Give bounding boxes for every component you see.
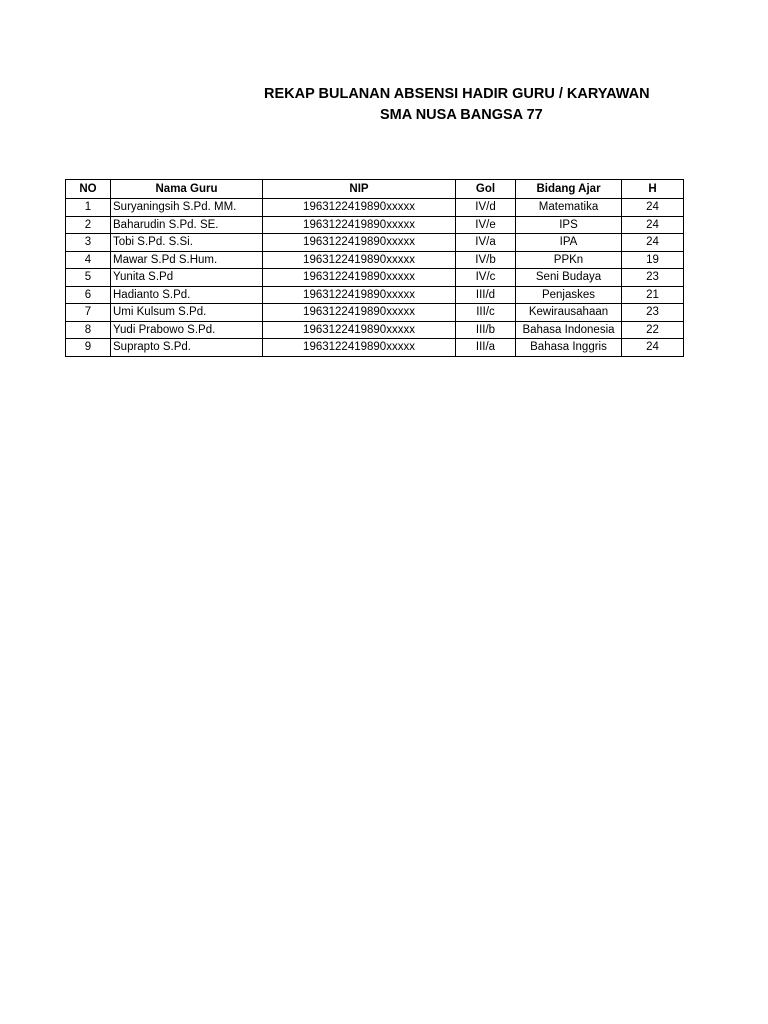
cell-no: 5 (66, 269, 111, 287)
cell-bidang: Seni Budaya (516, 269, 622, 287)
table-body (66, 199, 684, 357)
cell-nama: Tobi S.Pd. S.Si. (111, 234, 263, 252)
cell-nip: 1963122419890xxxxx (263, 304, 456, 322)
table-row (66, 269, 684, 287)
cell-h: 22 (622, 321, 684, 339)
header-gol: Gol (456, 180, 516, 199)
cell-nama: Yunita S.Pd (111, 269, 263, 287)
cell-bidang: IPS (516, 216, 622, 234)
cell-no: 8 (66, 321, 111, 339)
cell-h: 24 (622, 234, 684, 252)
cell-nama: Umi Kulsum S.Pd. (111, 304, 263, 322)
header-no: NO (66, 180, 111, 199)
cell-nama: Yudi Prabowo S.Pd. (111, 321, 263, 339)
cell-nama: Baharudin S.Pd. SE. (111, 216, 263, 234)
cell-nip: 1963122419890xxxxx (263, 269, 456, 287)
cell-h: 23 (622, 269, 684, 287)
cell-gol: III/d (456, 286, 516, 304)
cell-gol: III/b (456, 321, 516, 339)
cell-nama: Mawar S.Pd S.Hum. (111, 251, 263, 269)
table-row (66, 234, 684, 252)
cell-no: 6 (66, 286, 111, 304)
cell-gol: IV/c (456, 269, 516, 287)
cell-nip: 1963122419890xxxxx (263, 339, 456, 357)
cell-nip: 1963122419890xxxxx (263, 234, 456, 252)
cell-bidang: Matematika (516, 199, 622, 217)
table-row (66, 304, 684, 322)
cell-nip: 1963122419890xxxxx (263, 286, 456, 304)
cell-gol: IV/a (456, 234, 516, 252)
cell-h: 24 (622, 339, 684, 357)
cell-no: 2 (66, 216, 111, 234)
table-row (66, 321, 684, 339)
cell-nip: 1963122419890xxxxx (263, 199, 456, 217)
cell-nip: 1963122419890xxxxx (263, 251, 456, 269)
cell-nama: Suryaningsih S.Pd. MM. (111, 199, 263, 217)
table-header-row (66, 180, 684, 199)
cell-nip: 1963122419890xxxxx (263, 216, 456, 234)
document-title: REKAP BULANAN ABSENSI HADIR GURU / KARYAWAN (264, 86, 650, 102)
cell-gol: III/c (456, 304, 516, 322)
cell-no: 4 (66, 251, 111, 269)
cell-no: 3 (66, 234, 111, 252)
cell-h: 23 (622, 304, 684, 322)
school-name: SMA NUSA BANGSA 77 (380, 107, 543, 123)
cell-h: 21 (622, 286, 684, 304)
cell-gol: IV/e (456, 216, 516, 234)
cell-h: 19 (622, 251, 684, 269)
cell-h: 24 (622, 199, 684, 217)
cell-nama: Suprapto S.Pd. (111, 339, 263, 357)
cell-no: 9 (66, 339, 111, 357)
cell-no: 1 (66, 199, 111, 217)
table-row (66, 216, 684, 234)
header-h: H (622, 180, 684, 199)
table-row (66, 251, 684, 269)
cell-no: 7 (66, 304, 111, 322)
cell-bidang: IPA (516, 234, 622, 252)
cell-bidang: Bahasa Indonesia (516, 321, 622, 339)
cell-h: 24 (622, 216, 684, 234)
table-row (66, 339, 684, 357)
header-nip: NIP (263, 180, 456, 199)
cell-bidang: PPKn (516, 251, 622, 269)
table-row (66, 286, 684, 304)
cell-gol: III/a (456, 339, 516, 357)
cell-bidang: Bahasa Inggris (516, 339, 622, 357)
cell-nama: Hadianto S.Pd. (111, 286, 263, 304)
header-bidang-ajar: Bidang Ajar (516, 180, 622, 199)
cell-nip: 1963122419890xxxxx (263, 321, 456, 339)
attendance-table (65, 179, 684, 357)
cell-bidang: Kewirausahaan (516, 304, 622, 322)
table-row (66, 199, 684, 217)
header-nama-guru: Nama Guru (111, 180, 263, 199)
cell-bidang: Penjaskes (516, 286, 622, 304)
cell-gol: IV/d (456, 199, 516, 217)
cell-gol: IV/b (456, 251, 516, 269)
